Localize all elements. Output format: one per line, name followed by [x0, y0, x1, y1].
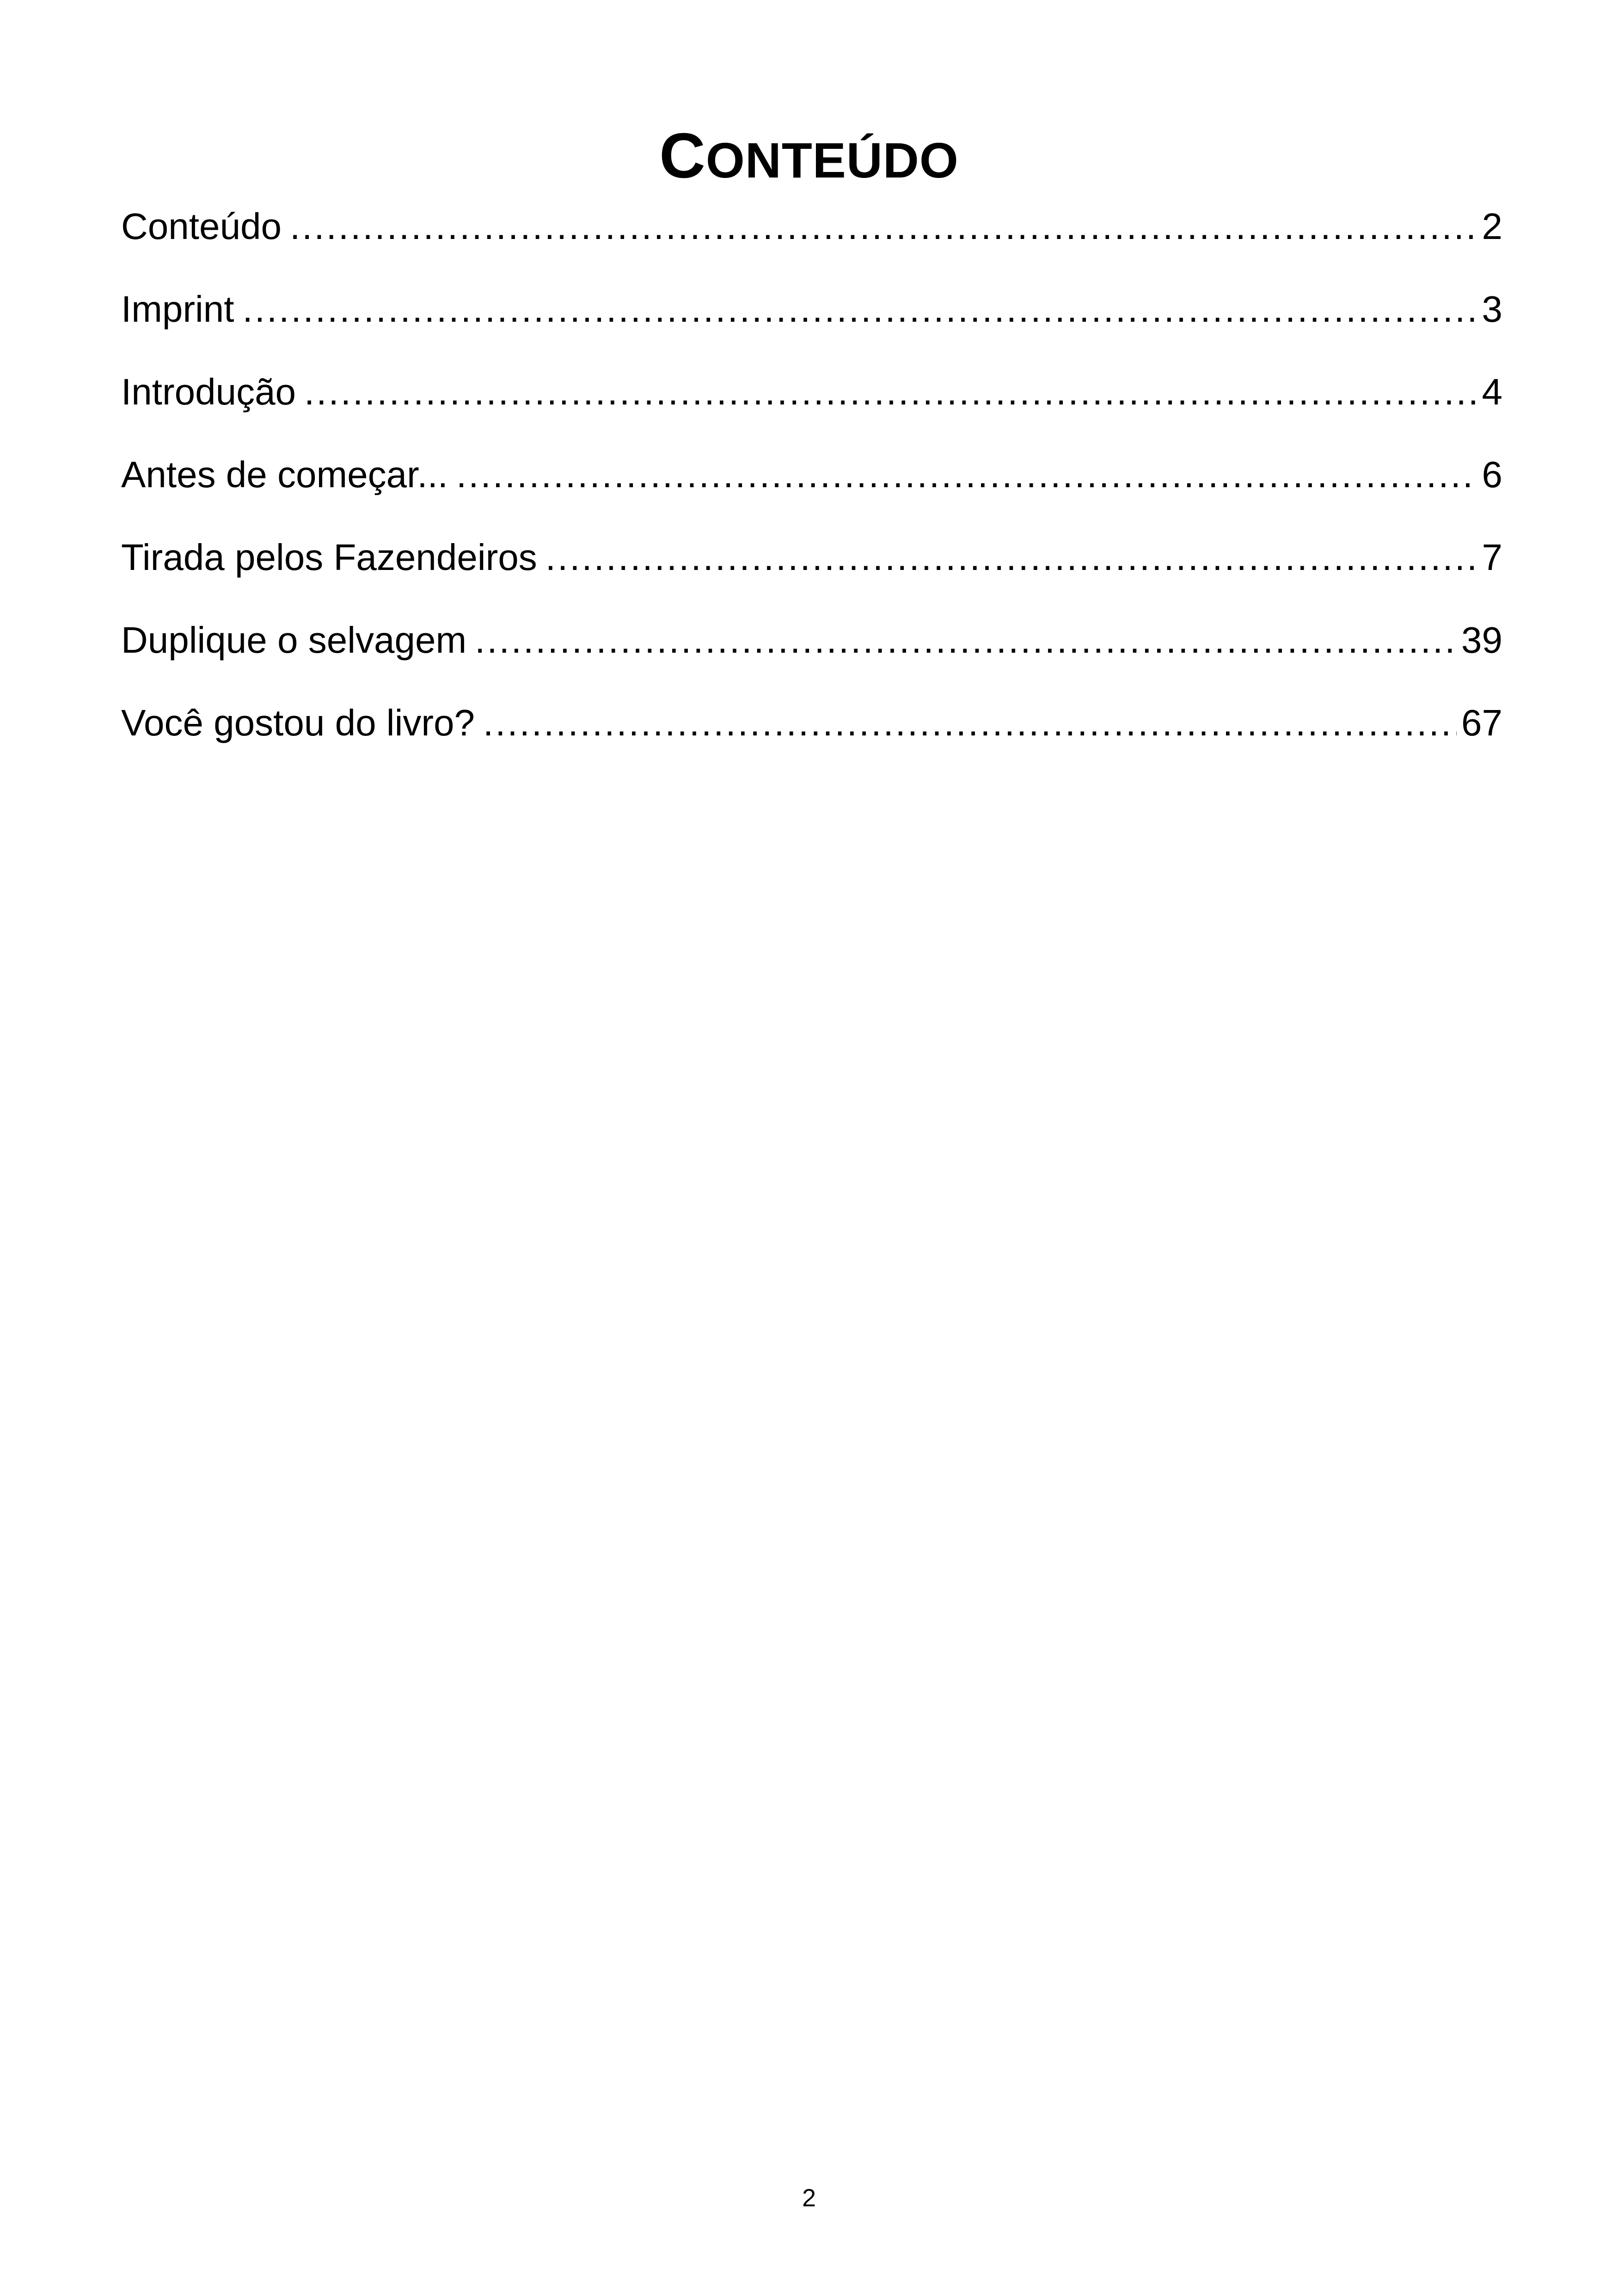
toc-entry-page: 6	[1482, 454, 1502, 495]
toc-entry-label: Introdução	[121, 371, 296, 412]
toc-entry-duplique-o-selvagem[interactable]	[121, 612, 1502, 695]
toc-entry-label: Duplique o selvagem	[121, 619, 467, 661]
toc-dot-leader	[475, 612, 1457, 668]
page-title	[0, 120, 1618, 193]
toc-dot-leader	[304, 364, 1477, 420]
toc-dot-leader	[290, 199, 1477, 254]
toc-entry-antes-de-comecar[interactable]	[121, 447, 1502, 530]
toc-dot-leader	[456, 447, 1477, 502]
table-of-contents	[121, 199, 1502, 778]
toc-entry-page: 7	[1482, 537, 1502, 578]
toc-entry-label: Imprint	[121, 288, 234, 330]
page-title-initial: C	[659, 120, 706, 192]
toc-entry-page: 39	[1461, 619, 1502, 661]
toc-entry-label: Antes de começar...	[121, 454, 448, 495]
toc-entry-imprint[interactable]	[121, 282, 1502, 364]
toc-entry-label: Você gostou do livro?	[121, 702, 475, 743]
toc-entry-page: 2	[1482, 206, 1502, 247]
toc-entry-voce-gostou-do-livro[interactable]	[121, 695, 1502, 778]
footer-page-number: 2	[802, 2184, 816, 2212]
toc-entry-introducao[interactable]	[121, 364, 1502, 447]
toc-entry-conteudo[interactable]	[121, 199, 1502, 282]
toc-entry-page: 67	[1461, 702, 1502, 743]
toc-entry-page: 4	[1482, 371, 1502, 412]
toc-entry-tirada-pelos-fazendeiros[interactable]	[121, 530, 1502, 612]
toc-dot-leader	[243, 282, 1477, 337]
toc-dot-leader	[483, 695, 1457, 751]
page-title-rest: ONTEÚDO	[705, 132, 959, 189]
toc-dot-leader	[545, 530, 1477, 585]
toc-entry-label: Conteúdo	[121, 206, 282, 247]
toc-entry-page: 3	[1482, 288, 1502, 330]
toc-entry-label: Tirada pelos Fazendeiros	[121, 537, 537, 578]
